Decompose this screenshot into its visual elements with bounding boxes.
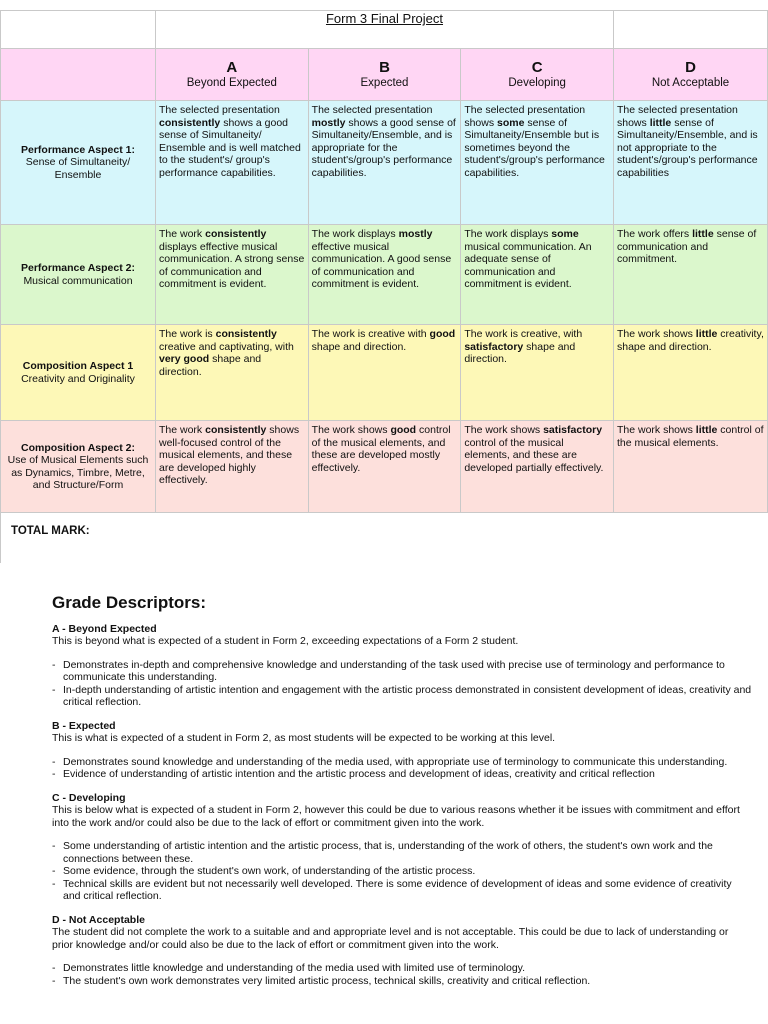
emphasis-text: little [695, 424, 718, 436]
grade-letter: D [685, 58, 696, 76]
rubric-row-performance-1 [1, 101, 768, 225]
emphasis-text: consistently [159, 116, 221, 129]
emphasis-text: satisfactory [543, 424, 603, 436]
emphasis-text: little [692, 228, 714, 240]
emphasis-text: satisfactory [464, 340, 524, 353]
grade-header-b [308, 49, 461, 101]
descriptor-title: A - Beyond Expected [52, 622, 157, 635]
criterion-cell-c: The work shows satisfactory control of the musical elements, and these are developed partially effectively. [461, 421, 614, 513]
descriptor-intro: This is below what is expected of a student in Form 2, however this could be due to various reasons whether it be issues with commitment and effort into the work and/or could also be due to the lack of effort or commitment given into the work. [52, 804, 740, 829]
aspect-subtitle: Musical communication [23, 274, 133, 287]
emphasis-text: consistently [205, 424, 267, 436]
descriptor-block [52, 623, 752, 709]
criterion-cell-b: The selected presentation mostly shows a good sense of Simultaneity/Ensemble, and is appropriate for the student's/group's performance capabilities. [308, 101, 461, 225]
list-item: - Evidence of understanding of artistic intention and the artistic process and development of ideas, creativity and critical reflection [52, 768, 752, 781]
descriptor-bullets [52, 756, 752, 781]
criterion-cell-d: The work shows little creativity, shape and direction. [614, 325, 768, 421]
list-item: - Demonstrates sound knowledge and understanding of the media used, with appropriate use of terminology to communicate this understanding. [52, 756, 752, 769]
descriptor-intro: This is beyond what is expected of a student in Form 2, exceeding expectations of a Form 2 student. [52, 635, 519, 647]
emphasis-text: little [695, 328, 718, 340]
emphasis-text: good [429, 328, 456, 340]
total-row [1, 513, 768, 564]
grade-label: Not Acceptable [651, 76, 730, 89]
aspect-title: Performance Aspect 2: [21, 262, 135, 274]
grade-header-empty [1, 49, 156, 101]
criterion-cell-b: The work displays mostly effective musical communication. A good sense of communication and commitment is evident. [308, 225, 461, 325]
aspect-subtitle: Use of Musical Elements such as Dynamics, Timbre, Metre, and Structure/Form [7, 454, 149, 491]
descriptors-heading: Grade Descriptors: [52, 593, 206, 612]
rubric-row-composition-1 [1, 325, 768, 421]
grade-label: Expected [360, 76, 409, 89]
descriptor-intro: The student did not complete the work to a suitable and and appropriate level and is not acceptable. This could be due to lack of understanding or prior knowledge and/or could also be due to the lack of effort or commitment given into the work. [52, 926, 729, 951]
list-item: - Some understanding of artistic intention and the artistic process, that is, understanding of the work of others, the student's own work and the connections between these. [52, 840, 752, 865]
descriptor-bullets [52, 659, 752, 709]
criterion-cell-d: The work offers little sense of communication and commitment. [614, 225, 768, 325]
grade-letter: C [531, 58, 543, 76]
aspect-subtitle: Creativity and Originality [21, 372, 135, 385]
rubric-title-row [1, 11, 768, 49]
criterion-cell-c: The work displays some musical communication. An adequate sense of communication and commitment is evident. [461, 225, 614, 325]
rubric-corner-cell [1, 11, 156, 49]
emphasis-text: mostly [311, 116, 346, 129]
descriptor-block [52, 792, 752, 903]
aspect-cell [1, 101, 156, 225]
criterion-cell-b: The work shows good control of the musical elements, and these are developed mostly effectively. [308, 421, 461, 513]
aspect-title: Composition Aspect 1 [22, 360, 134, 372]
emphasis-text: little [649, 116, 672, 129]
rubric-table [0, 10, 768, 563]
total-mark-label: TOTAL MARK: [1, 513, 768, 564]
criterion-cell-d: The selected presentation shows little sense of Simultaneity/Ensemble, and is not appropriate to the student's/group's performance capabilities [614, 101, 768, 225]
aspect-title: Performance Aspect 1: [21, 143, 135, 156]
aspect-cell [1, 325, 156, 421]
criterion-cell-c: The work is creative, with satisfactory shape and direction. [461, 325, 614, 421]
aspect-subtitle: Sense of Simultaneity/ Ensemble [25, 156, 131, 181]
grade-header-row [1, 49, 768, 101]
emphasis-text: consistently [215, 328, 277, 340]
aspect-cell [1, 421, 156, 513]
descriptor-block [52, 914, 752, 988]
emphasis-text: consistently [205, 228, 267, 240]
list-item: - Technical skills are evident but not necessarily well developed. There is some evidence of development of ideas and some evidence of creativity and critical reflection. [52, 878, 752, 903]
grade-header-d [614, 49, 768, 101]
descriptor-block [52, 720, 752, 781]
descriptor-title: B - Expected [52, 719, 116, 732]
emphasis-text: very good [159, 353, 210, 365]
emphasis-text: mostly [398, 228, 433, 240]
criterion-cell-b: The work is creative with good shape and direction. [308, 325, 461, 421]
descriptor-title: C - Developing [52, 791, 126, 804]
list-item: - Demonstrates little knowledge and understanding of the media used with limited use of terminology. [52, 962, 752, 975]
descriptor-list [52, 623, 752, 988]
project-title: Form 3 Final Project [156, 11, 614, 49]
list-item: - Demonstrates in-depth and comprehensive knowledge and understanding of the task used with precise use of terminology and performance to communicate this understanding. [52, 659, 752, 684]
aspect-cell [1, 225, 156, 325]
list-item: - Some evidence, through the student's own work, of understanding of the artistic process. [52, 865, 752, 878]
descriptor-title: D - Not Acceptable [52, 913, 145, 926]
grade-letter: A [226, 58, 238, 76]
grade-label: Beyond Expected [186, 76, 277, 89]
criterion-cell-a: The work consistently shows well-focused control of the musical elements, and these are developed highly effectively. [156, 421, 309, 513]
criterion-cell-a: The work consistently displays effective musical communication. A strong sense of communication and commitment is evident. [156, 225, 309, 325]
aspect-title: Composition Aspect 2: [21, 441, 135, 454]
criterion-cell-a: The selected presentation consistently shows a good sense of Simultaneity/ Ensemble and is well matched to the student's/ group's performance capabilities. [156, 101, 309, 225]
grade-letter: B [379, 58, 390, 76]
rubric-row-performance-2 [1, 225, 768, 325]
criterion-cell-d: The work shows little control of the musical elements. [614, 421, 768, 513]
grade-descriptors [52, 593, 752, 998]
list-item: - The student's own work demonstrates very limited artistic process, technical skills, creativity and critical reflection. [52, 975, 752, 988]
descriptor-bullets [52, 840, 752, 903]
descriptor-intro: This is what is expected of a student in Form 2, as most students will be expected to be working at this level. [52, 732, 556, 744]
criterion-cell-c: The selected presentation shows some sense of Simultaneity/Ensemble but is sometimes beyond the student's/group's performance capabilities. [461, 101, 614, 225]
grade-header-a [156, 49, 309, 101]
rubric-title-spacer [614, 11, 768, 49]
grade-label: Developing [508, 76, 566, 89]
grade-header-c [461, 49, 614, 101]
rubric-row-composition-2 [1, 421, 768, 513]
list-item: - In-depth understanding of artistic intention and engagement with the artistic process demonstrated in consistent development of ideas, creativity and critical reflection. [52, 684, 752, 709]
emphasis-text: some [551, 228, 579, 240]
descriptor-bullets [52, 962, 752, 987]
emphasis-text: some [497, 116, 525, 129]
criterion-cell-a: The work is consistently creative and captivating, with very good shape and direction. [156, 325, 309, 421]
emphasis-text: good [390, 424, 417, 436]
